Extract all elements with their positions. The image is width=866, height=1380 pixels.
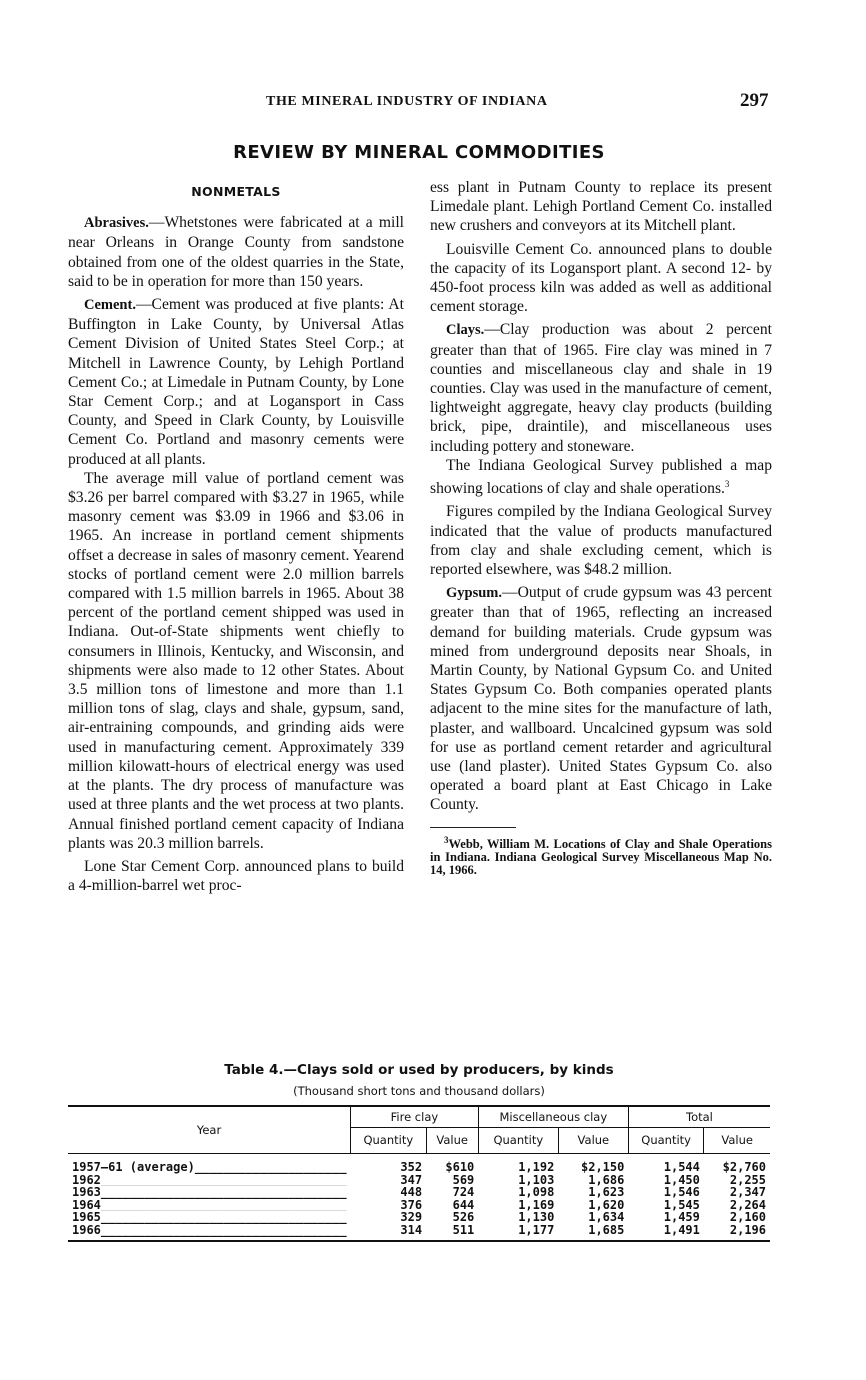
clays-paragraph [430, 320, 772, 455]
year-label: 1965 [72, 1211, 101, 1224]
cement-text: —Cement was produced at five plants: At Buffington in Lake County, by Universal Atlas Cement Division of United States Steel Corp.; at Mitchell in Lawrence County, by Lehigh Portland Cement Co.; at Limedale in Putnam County, by Lone Star Cement Corp.; and at Logansport in Cass County, and Speed in Clark County, by Louisville Cement Co. Portland and masonry cements were produced at all plants. [68, 296, 404, 468]
dot-leader: __________________________________ [100, 1173, 347, 1186]
fire-quantity-cell: 376 [400, 1197, 423, 1212]
misc-quantity-cell: 1,169 [518, 1197, 555, 1212]
misc-quantity-cell: 1,103 [518, 1172, 555, 1187]
gypsum-paragraph [430, 583, 772, 814]
year-label: 1963 [72, 1186, 101, 1199]
column-header: Value [704, 1128, 770, 1154]
fire-value-cell: 644 [452, 1197, 475, 1212]
fire-value-cell: 724 [452, 1185, 475, 1199]
misc-value-cell: 1,634 [588, 1210, 625, 1224]
dot-leader: __________________________________ [100, 1211, 347, 1224]
fire-value-cell: 526 [452, 1210, 475, 1224]
total-quantity-cell: 1,545 [663, 1197, 700, 1212]
year-cell [68, 1186, 351, 1199]
footnote [430, 834, 772, 878]
figures-paragraph: Figures compiled by the Indiana Geological Survey indicated that the value of products manufactured from clay and shale excluding cement, which is reported elsewhere, was $48.2 million. [430, 503, 772, 579]
year-cell [68, 1154, 351, 1174]
misc-quantity-cell: 1,098 [518, 1185, 555, 1199]
right-column [430, 178, 772, 877]
table-row [68, 1224, 770, 1242]
table-row [68, 1154, 770, 1174]
fire-quantity-cell: 352 [400, 1160, 423, 1174]
total-value-cell: $2,760 [722, 1160, 766, 1174]
misc-value-cell: 1,686 [588, 1172, 625, 1187]
dot-leader: __________________________________ [100, 1198, 347, 1211]
clays-text: —Clay production was about 2 percent greater than that of 1965. Fire clay was mined in 7 counties and miscellaneous clay and shale in 19 counties. Clay was used in the manufacture of cement, lightweight aggregate, heavy clay products (building brick, pipe, draintile), and miscellaneous uses including pottery and stoneware. [430, 321, 772, 455]
misc-clay-header: Miscellaneous clay [478, 1106, 628, 1128]
louisville-paragraph: Louisville Cement Co. announced plans to double the capacity of its Logansport plant. A second 12- by 450-foot process kiln was added as well as additional cement storage. [430, 240, 772, 316]
total-quantity-cell: 1,459 [663, 1210, 700, 1224]
column-header: Value [558, 1128, 628, 1154]
dot-leader: __________________________________ [100, 1186, 347, 1199]
section-title: REVIEW BY MINERAL COMMODITIES [233, 142, 605, 163]
nonmetals-subhead: NONMETALS [191, 184, 281, 199]
misc-quantity-cell: 1,177 [478, 1224, 558, 1242]
year-column-header: Year [68, 1106, 351, 1154]
year-label: 1966 [72, 1223, 101, 1237]
total-value-cell: 2,255 [729, 1172, 766, 1187]
misc-quantity-cell: 1,130 [518, 1210, 555, 1224]
continuation-paragraph: ess plant in Putnam County to replace its present Limedale plant. Lehigh Portland Cement Co. installed new crushers and conveyors at its Mitchell plant. [430, 179, 772, 235]
fire-quantity-cell: 448 [400, 1185, 423, 1199]
abrasives-paragraph [68, 213, 404, 291]
total-quantity-cell: 1,546 [663, 1185, 700, 1199]
fire-clay-header: Fire clay [351, 1106, 479, 1128]
year-cell [68, 1199, 351, 1212]
cement-paragraph-3: Lone Star Cement Corp. announced plans to build a 4-million-barrel wet proc- [68, 857, 404, 895]
clays-lead: Clays. [446, 322, 485, 339]
column-header: Quantity [478, 1128, 558, 1154]
dot-leader: __________________________________ [100, 1223, 347, 1237]
footnote-divider [430, 827, 516, 828]
dot-leader: _____________________ [194, 1160, 347, 1174]
gypsum-lead: Gypsum. [446, 585, 503, 602]
total-value-cell: 2,196 [704, 1224, 770, 1242]
total-value-cell: 2,347 [729, 1185, 766, 1199]
left-column [68, 178, 404, 899]
total-quantity-cell: 1,544 [663, 1160, 700, 1174]
fire-quantity-cell: 329 [400, 1210, 423, 1224]
fire-value-cell: 569 [452, 1172, 475, 1187]
misc-value-cell: 1,620 [588, 1197, 625, 1212]
abrasives-lead: Abrasives. [84, 215, 149, 232]
cement-paragraph-2: The average mill value of portland cement was $3.26 per barrel compared with $3.27 in 1965, while masonry cement was $3.09 in 1966 and $3.06 in 1965. An increase in portland cement shipments offset a decrease in sales of masonry cement. Yearend stocks of portland cement were 2.0 million barrels compared with 1.5 million barrels in 1965. About 38 percent of the portland cement shipped was used in Indiana. Out-of-State shipments went chiefly to consumers in Illinois, Kentucky, and Wisconsin, and shipments were also made to 12 other States. About 3.5 million tons of limestone and more than 1.1 million tons of slag, clays and shale, gypsum, sand, air-entraining compounds, and grinding aids were used in manufacturing cement. Approximately 339 million kilowatt-hours of electrical energy was used at the plants. The dry process of manufacture was used at three plants and the wet process at two plants. Annual finished portland cement capacity of Indiana plants was 20.3 million barrels. [68, 469, 404, 852]
fire-value-cell: $610 [445, 1160, 475, 1174]
year-label: 1957–61 (average) [72, 1160, 195, 1174]
table-subtitle: (Thousand short tons and thousand dollars) [293, 1084, 545, 1098]
column-header: Quantity [628, 1128, 704, 1154]
table-title: Table 4.—Clays sold or used by producers, by kinds [224, 1062, 614, 1078]
clays-table [68, 1105, 770, 1242]
total-quantity-cell: 1,491 [628, 1224, 704, 1242]
total-value-cell: 2,264 [729, 1197, 766, 1212]
survey-paragraph [430, 456, 772, 499]
year-label: 1964 [72, 1198, 101, 1211]
clays-table-block [68, 1062, 770, 1242]
year-cell [68, 1224, 351, 1242]
cement-lead: Cement. [84, 297, 136, 314]
page-number: 297 [740, 90, 769, 111]
fire-quantity-cell: 347 [400, 1172, 423, 1187]
fire-quantity-cell: 314 [351, 1224, 427, 1242]
total-value-cell: 2,160 [729, 1210, 766, 1224]
total-header: Total [628, 1106, 770, 1128]
misc-value-cell: 1,685 [558, 1224, 628, 1242]
survey-text: The Indiana Geological Survey published a map showing locations of clay and shale operations. [430, 456, 772, 498]
running-title: THE MINERAL INDUSTRY OF INDIANA [266, 94, 548, 109]
year-label: 1962 [72, 1173, 101, 1186]
table-row [68, 1211, 770, 1224]
year-cell [68, 1174, 351, 1187]
misc-value-cell: 1,623 [588, 1185, 625, 1199]
abrasives-text: —Whetstones were fabricated at a mill near Orleans in Orange County from sandstone obtained from one of the oldest quarries in the State, said to be in operation for more than 150 years. [68, 214, 404, 290]
fire-value-cell: 511 [426, 1224, 478, 1242]
misc-value-cell: $2,150 [581, 1160, 625, 1174]
footnote-ref: 3 [724, 479, 730, 490]
misc-quantity-cell: 1,192 [518, 1160, 555, 1174]
column-header: Quantity [351, 1128, 427, 1154]
year-cell [68, 1211, 351, 1224]
gypsum-text: —Output of crude gypsum was 43 percent greater than that of 1965, reflecting an increased demand for building materials. Crude gypsum was mined from underground deposits near Shoals, in Martin County, by National Gypsum Co. and United States Gypsum Co. Both companies operated plants adjacent to the mine sites for the manufacture of lath, plaster, and wallboard. Uncalcined gypsum was sold for use as portland cement retarder and agricultural use (land plaster). United States Gypsum Co. also operated a board plant at East Chicago in Lake County. [430, 584, 772, 814]
table-row [68, 1186, 770, 1199]
footnote-marker: 3 [444, 834, 449, 845]
footnote-text: Webb, William M. Locations of Clay and Shale Operations in Indiana. Indiana Geological Survey Miscellaneous Map No. 14, 1966. [430, 836, 772, 878]
column-header: Value [426, 1128, 478, 1154]
total-quantity-cell: 1,450 [663, 1172, 700, 1187]
cement-paragraph [68, 295, 404, 469]
running-header [0, 92, 866, 116]
